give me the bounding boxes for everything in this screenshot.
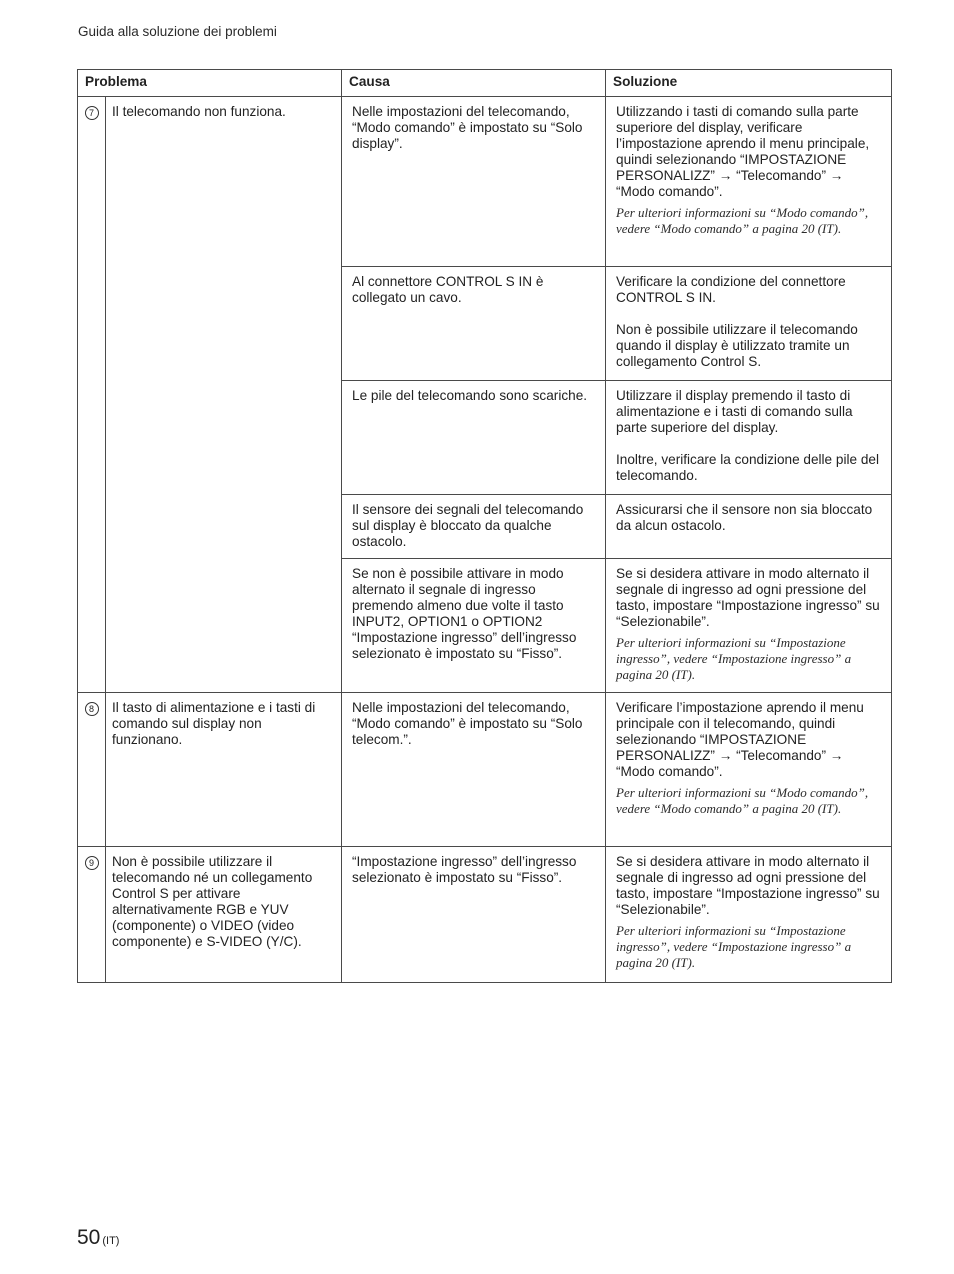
problem-cell: Il telecomando non funziona. — [106, 97, 342, 693]
solution-paragraph: Utilizzare il display premendo il tasto di alimentazione e i tasti di comando sulla parte superiore del display. — [616, 388, 853, 435]
troubleshooting-table — [77, 69, 892, 983]
reference-note: Per ulteriori informazioni su “Impostazione ingresso”, vedere “Impostazione ingresso” a pagina 20 (IT). — [616, 923, 852, 970]
problem-number-cell — [78, 693, 106, 847]
solution-cell — [606, 559, 892, 693]
problem-cell: Non è possibile utilizzare il telecomando né un collegamento Control S per attivare alternativamente RGB e YUV (componente) o VIDEO (video componente) e S-VIDEO (Y/C). — [106, 847, 342, 983]
problem-number-cell — [78, 97, 106, 693]
solution-cell — [606, 381, 892, 495]
cause-cell: Nelle impostazioni del telecomando, “Modo comando” è impostato su “Solo telecom.”. — [342, 693, 606, 847]
problem-number: 9 — [85, 856, 99, 870]
cause-cell: “Impostazione ingresso” dell’ingresso selezionato è impostato su “Fisso”. — [342, 847, 606, 983]
solution-cell — [606, 693, 892, 847]
solution-cell — [606, 267, 892, 381]
problem-number-cell — [78, 847, 106, 983]
solution-paragraph: Inoltre, verificare la condizione delle pile del telecomando. — [616, 452, 879, 483]
reference-note: Per ulteriori informazioni su “Impostazione ingresso”, vedere “Impostazione ingresso” a pagina 20 (IT). — [616, 635, 852, 682]
reference-note: Per ulteriori informazioni su “Modo comando”, vedere “Modo comando” a pagina 20 (IT). — [616, 205, 869, 236]
table-row — [78, 847, 892, 983]
table-header-row — [78, 70, 892, 97]
cause-cell: Le pile del telecomando sono scariche. — [342, 381, 606, 495]
column-header-problema: Problema — [78, 70, 342, 97]
cause-cell: Al connettore CONTROL S IN è collegato un cavo. — [342, 267, 606, 381]
page-number — [77, 1226, 119, 1250]
solution-paragraph: Non è possibile utilizzare il telecomando quando il display è utilizzato tramite un collegamento Control S. — [616, 322, 858, 369]
solution-cell — [606, 847, 892, 983]
column-header-soluzione: Soluzione — [606, 70, 892, 97]
solution-paragraph: Se si desidera attivare in modo alternato il segnale di ingresso ad ogni pressione del tasto, impostare “Impostazione ingresso” su “Selezionabile”. — [616, 854, 880, 917]
page-number-value: 50 — [77, 1226, 101, 1249]
table-row — [78, 693, 892, 847]
cause-cell: Se non è possibile attivare in modo alternato il segnale di ingresso premendo almeno due volte il tasto INPUT2, OPTION1 o OPTION2 “Impostazione ingresso” dell’ingresso selezionato è impostato su “Fisso”. — [342, 559, 606, 693]
solution-paragraph: Utilizzando i tasti di comando sulla parte superiore del display, verificare l’impostazione aprendo il menu principale, quindi selezionando “IMPOSTAZIONE PERSONALIZZ” → “Telecomando” → “Modo comando”. — [616, 104, 870, 199]
solution-cell — [606, 495, 892, 559]
solution-paragraph: Verificare l’impostazione aprendo il menu principale con il telecomando, quindi selezionando “IMPOSTAZIONE PERSONALIZZ” → “Telecomando” → “Modo comando”. — [616, 700, 864, 779]
solution-paragraph: Assicurarsi che il sensore non sia bloccato da alcun ostacolo. — [616, 502, 873, 533]
problem-number: 7 — [85, 106, 99, 120]
page-number-suffix: (IT) — [102, 1235, 120, 1247]
solution-paragraph: Verificare la condizione del connettore CONTROL S IN. — [616, 274, 846, 305]
problem-cell: Il tasto di alimentazione e i tasti di comando sul display non funzionano. — [106, 693, 342, 847]
cause-cell: Il sensore dei segnali del telecomando sul display è bloccato da qualche ostacolo. — [342, 495, 606, 559]
reference-note: Per ulteriori informazioni su “Modo comando”, vedere “Modo comando” a pagina 20 (IT). — [616, 785, 869, 816]
table-body — [78, 97, 892, 983]
column-header-causa: Causa — [342, 70, 606, 97]
problem-number: 8 — [85, 702, 99, 716]
running-header: Guida alla soluzione dei problemi — [78, 24, 277, 39]
solution-cell — [606, 97, 892, 267]
solution-paragraph: Se si desidera attivare in modo alternato il segnale di ingresso ad ogni pressione del tasto, impostare “Impostazione ingresso” su “Selezionabile”. — [616, 566, 880, 629]
cause-cell: Nelle impostazioni del telecomando, “Modo comando” è impostato su “Solo display”. — [342, 97, 606, 267]
table-row — [78, 97, 892, 267]
